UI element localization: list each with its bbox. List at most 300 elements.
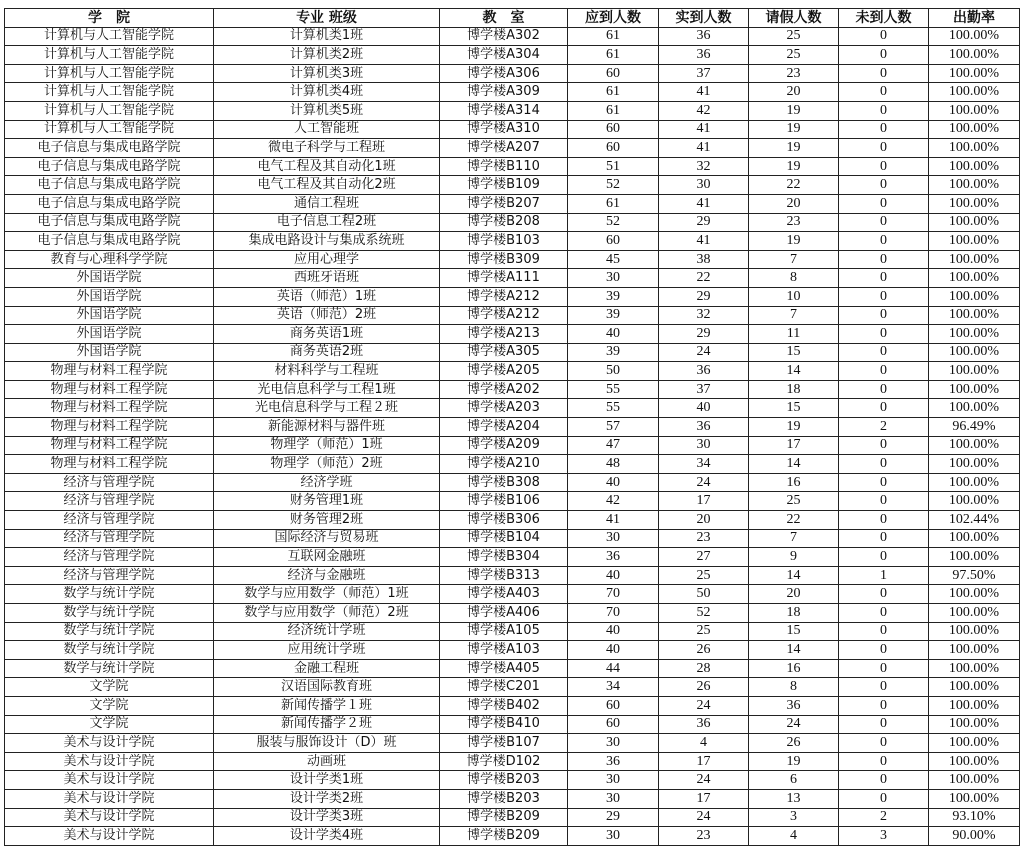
cell-classroom: 博学楼A406 bbox=[440, 604, 568, 623]
cell-classroom: 博学楼B308 bbox=[440, 473, 568, 492]
cell-leave: 13 bbox=[749, 789, 839, 808]
cell-present: 32 bbox=[659, 306, 749, 325]
cell-expected: 39 bbox=[568, 287, 659, 306]
cell-classroom: 博学楼A310 bbox=[440, 120, 568, 139]
cell-present: 38 bbox=[659, 250, 749, 269]
cell-classroom: 博学楼B106 bbox=[440, 492, 568, 511]
cell-attendance-rate: 90.00% bbox=[929, 827, 1020, 846]
cell-expected: 41 bbox=[568, 511, 659, 530]
cell-absent: 0 bbox=[839, 492, 929, 511]
cell-major-class: 设计学类4班 bbox=[214, 827, 440, 846]
cell-college: 计算机与人工智能学院 bbox=[5, 120, 214, 139]
table-row bbox=[5, 548, 1020, 567]
cell-college: 经济与管理学院 bbox=[5, 548, 214, 567]
cell-attendance-rate: 100.00% bbox=[929, 455, 1020, 474]
cell-major-class: 金融工程班 bbox=[214, 659, 440, 678]
cell-classroom: 博学楼D102 bbox=[440, 752, 568, 771]
cell-expected: 36 bbox=[568, 548, 659, 567]
cell-expected: 44 bbox=[568, 659, 659, 678]
cell-absent: 0 bbox=[839, 157, 929, 176]
cell-college: 计算机与人工智能学院 bbox=[5, 101, 214, 120]
cell-attendance-rate: 100.00% bbox=[929, 696, 1020, 715]
cell-present: 29 bbox=[659, 213, 749, 232]
cell-major-class: 人工智能班 bbox=[214, 120, 440, 139]
cell-major-class: 计算机类1班 bbox=[214, 27, 440, 46]
table-row bbox=[5, 566, 1020, 585]
cell-college: 物理与材料工程学院 bbox=[5, 399, 214, 418]
table-row bbox=[5, 622, 1020, 641]
cell-leave: 10 bbox=[749, 287, 839, 306]
cell-expected: 30 bbox=[568, 529, 659, 548]
cell-college: 外国语学院 bbox=[5, 325, 214, 344]
cell-college: 计算机与人工智能学院 bbox=[5, 46, 214, 65]
cell-expected: 39 bbox=[568, 343, 659, 362]
cell-leave: 20 bbox=[749, 83, 839, 102]
cell-classroom: 博学楼A202 bbox=[440, 380, 568, 399]
cell-attendance-rate: 100.00% bbox=[929, 585, 1020, 604]
cell-expected: 60 bbox=[568, 139, 659, 158]
cell-major-class: 国际经济与贸易班 bbox=[214, 529, 440, 548]
cell-expected: 36 bbox=[568, 752, 659, 771]
cell-major-class: 光电信息科学与工程1班 bbox=[214, 380, 440, 399]
cell-absent: 0 bbox=[839, 436, 929, 455]
cell-college: 美术与设计学院 bbox=[5, 771, 214, 790]
cell-leave: 19 bbox=[749, 752, 839, 771]
cell-expected: 30 bbox=[568, 269, 659, 288]
cell-leave: 16 bbox=[749, 473, 839, 492]
cell-attendance-rate: 100.00% bbox=[929, 83, 1020, 102]
cell-college: 计算机与人工智能学院 bbox=[5, 83, 214, 102]
cell-leave: 14 bbox=[749, 566, 839, 585]
cell-leave: 22 bbox=[749, 176, 839, 195]
table-row bbox=[5, 325, 1020, 344]
cell-present: 36 bbox=[659, 715, 749, 734]
cell-attendance-rate: 100.00% bbox=[929, 771, 1020, 790]
cell-attendance-rate: 100.00% bbox=[929, 678, 1020, 697]
cell-leave: 6 bbox=[749, 771, 839, 790]
cell-attendance-rate: 97.50% bbox=[929, 566, 1020, 585]
cell-expected: 30 bbox=[568, 734, 659, 753]
table-row bbox=[5, 101, 1020, 120]
cell-absent: 0 bbox=[839, 27, 929, 46]
table-row bbox=[5, 696, 1020, 715]
cell-attendance-rate: 93.10% bbox=[929, 808, 1020, 827]
cell-attendance-rate: 100.00% bbox=[929, 325, 1020, 344]
cell-present: 24 bbox=[659, 808, 749, 827]
cell-absent: 0 bbox=[839, 64, 929, 83]
cell-attendance-rate: 100.00% bbox=[929, 139, 1020, 158]
cell-leave: 25 bbox=[749, 46, 839, 65]
cell-present: 24 bbox=[659, 473, 749, 492]
cell-college: 文学院 bbox=[5, 678, 214, 697]
cell-absent: 0 bbox=[839, 789, 929, 808]
cell-major-class: 设计学类1班 bbox=[214, 771, 440, 790]
cell-major-class: 西班牙语班 bbox=[214, 269, 440, 288]
cell-leave: 25 bbox=[749, 492, 839, 511]
cell-major-class: 互联网金融班 bbox=[214, 548, 440, 567]
cell-present: 17 bbox=[659, 492, 749, 511]
cell-expected: 29 bbox=[568, 808, 659, 827]
cell-present: 30 bbox=[659, 176, 749, 195]
cell-attendance-rate: 100.00% bbox=[929, 380, 1020, 399]
cell-present: 23 bbox=[659, 529, 749, 548]
cell-classroom: 博学楼A207 bbox=[440, 139, 568, 158]
cell-college: 经济与管理学院 bbox=[5, 492, 214, 511]
cell-attendance-rate: 100.00% bbox=[929, 194, 1020, 213]
cell-attendance-rate: 100.00% bbox=[929, 752, 1020, 771]
cell-expected: 61 bbox=[568, 83, 659, 102]
cell-expected: 60 bbox=[568, 120, 659, 139]
cell-present: 50 bbox=[659, 585, 749, 604]
cell-classroom: 博学楼A210 bbox=[440, 455, 568, 474]
cell-attendance-rate: 100.00% bbox=[929, 157, 1020, 176]
cell-classroom: 博学楼B109 bbox=[440, 176, 568, 195]
cell-classroom: 博学楼A205 bbox=[440, 362, 568, 381]
cell-college: 计算机与人工智能学院 bbox=[5, 27, 214, 46]
cell-college: 电子信息与集成电路学院 bbox=[5, 213, 214, 232]
cell-classroom: 博学楼A302 bbox=[440, 27, 568, 46]
table-row bbox=[5, 139, 1020, 158]
cell-leave: 23 bbox=[749, 64, 839, 83]
cell-expected: 50 bbox=[568, 362, 659, 381]
cell-major-class: 物理学（师范）2班 bbox=[214, 455, 440, 474]
cell-expected: 57 bbox=[568, 418, 659, 437]
cell-absent: 0 bbox=[839, 46, 929, 65]
cell-present: 41 bbox=[659, 194, 749, 213]
cell-attendance-rate: 100.00% bbox=[929, 399, 1020, 418]
cell-leave: 19 bbox=[749, 418, 839, 437]
cell-major-class: 设计学类2班 bbox=[214, 789, 440, 808]
cell-college: 数学与统计学院 bbox=[5, 641, 214, 660]
cell-absent: 0 bbox=[839, 529, 929, 548]
table-row bbox=[5, 232, 1020, 251]
cell-absent: 0 bbox=[839, 287, 929, 306]
cell-college: 外国语学院 bbox=[5, 287, 214, 306]
cell-college: 物理与材料工程学院 bbox=[5, 380, 214, 399]
cell-attendance-rate: 100.00% bbox=[929, 789, 1020, 808]
cell-absent: 0 bbox=[839, 622, 929, 641]
cell-leave: 15 bbox=[749, 399, 839, 418]
cell-college: 经济与管理学院 bbox=[5, 566, 214, 585]
cell-present: 25 bbox=[659, 566, 749, 585]
cell-absent: 0 bbox=[839, 213, 929, 232]
cell-expected: 55 bbox=[568, 380, 659, 399]
cell-present: 52 bbox=[659, 604, 749, 623]
cell-expected: 39 bbox=[568, 306, 659, 325]
cell-absent: 0 bbox=[839, 399, 929, 418]
cell-major-class: 数学与应用数学（师范）1班 bbox=[214, 585, 440, 604]
cell-college: 物理与材料工程学院 bbox=[5, 362, 214, 381]
cell-attendance-rate: 100.00% bbox=[929, 604, 1020, 623]
cell-major-class: 新闻传播学２班 bbox=[214, 715, 440, 734]
table-row bbox=[5, 455, 1020, 474]
table-row bbox=[5, 604, 1020, 623]
cell-leave: 16 bbox=[749, 659, 839, 678]
cell-major-class: 电气工程及其自动化1班 bbox=[214, 157, 440, 176]
cell-attendance-rate: 100.00% bbox=[929, 659, 1020, 678]
cell-expected: 40 bbox=[568, 622, 659, 641]
cell-attendance-rate: 100.00% bbox=[929, 362, 1020, 381]
cell-college: 美术与设计学院 bbox=[5, 789, 214, 808]
cell-attendance-rate: 100.00% bbox=[929, 64, 1020, 83]
table-row bbox=[5, 771, 1020, 790]
cell-leave: 18 bbox=[749, 380, 839, 399]
cell-expected: 61 bbox=[568, 194, 659, 213]
cell-major-class: 物理学（师范）1班 bbox=[214, 436, 440, 455]
cell-leave: 8 bbox=[749, 678, 839, 697]
cell-college: 美术与设计学院 bbox=[5, 734, 214, 753]
cell-absent: 0 bbox=[839, 250, 929, 269]
cell-college: 物理与材料工程学院 bbox=[5, 455, 214, 474]
cell-major-class: 设计学类3班 bbox=[214, 808, 440, 827]
cell-classroom: 博学楼B209 bbox=[440, 808, 568, 827]
cell-present: 37 bbox=[659, 64, 749, 83]
table-row bbox=[5, 250, 1020, 269]
cell-leave: 14 bbox=[749, 362, 839, 381]
header-row bbox=[5, 9, 1020, 28]
cell-college: 经济与管理学院 bbox=[5, 529, 214, 548]
cell-absent: 0 bbox=[839, 139, 929, 158]
table-row bbox=[5, 752, 1020, 771]
cell-expected: 40 bbox=[568, 641, 659, 660]
cell-college: 经济与管理学院 bbox=[5, 511, 214, 530]
cell-classroom: 博学楼B309 bbox=[440, 250, 568, 269]
cell-major-class: 电气工程及其自动化2班 bbox=[214, 176, 440, 195]
cell-leave: 3 bbox=[749, 808, 839, 827]
table-row bbox=[5, 734, 1020, 753]
cell-college: 数学与统计学院 bbox=[5, 659, 214, 678]
cell-expected: 52 bbox=[568, 213, 659, 232]
cell-attendance-rate: 100.00% bbox=[929, 473, 1020, 492]
cell-classroom: 博学楼B410 bbox=[440, 715, 568, 734]
cell-major-class: 财务管理1班 bbox=[214, 492, 440, 511]
table-row bbox=[5, 529, 1020, 548]
table-row bbox=[5, 492, 1020, 511]
cell-college: 经济与管理学院 bbox=[5, 473, 214, 492]
cell-expected: 70 bbox=[568, 604, 659, 623]
cell-major-class: 新能源材料与器件班 bbox=[214, 418, 440, 437]
cell-expected: 60 bbox=[568, 232, 659, 251]
cell-leave: 19 bbox=[749, 139, 839, 158]
table-row bbox=[5, 306, 1020, 325]
cell-college: 外国语学院 bbox=[5, 306, 214, 325]
cell-leave: 17 bbox=[749, 436, 839, 455]
cell-classroom: 博学楼B306 bbox=[440, 511, 568, 530]
cell-major-class: 计算机类5班 bbox=[214, 101, 440, 120]
cell-attendance-rate: 100.00% bbox=[929, 492, 1020, 511]
cell-leave: 14 bbox=[749, 641, 839, 660]
cell-attendance-rate: 100.00% bbox=[929, 306, 1020, 325]
cell-classroom: 博学楼B207 bbox=[440, 194, 568, 213]
cell-major-class: 动画班 bbox=[214, 752, 440, 771]
cell-college: 数学与统计学院 bbox=[5, 585, 214, 604]
cell-absent: 0 bbox=[839, 232, 929, 251]
table-row bbox=[5, 789, 1020, 808]
cell-college: 美术与设计学院 bbox=[5, 752, 214, 771]
cell-present: 37 bbox=[659, 380, 749, 399]
cell-absent: 0 bbox=[839, 641, 929, 660]
cell-classroom: 博学楼B313 bbox=[440, 566, 568, 585]
header-college: 学 院 bbox=[5, 9, 214, 28]
cell-attendance-rate: 100.00% bbox=[929, 176, 1020, 195]
cell-absent: 0 bbox=[839, 101, 929, 120]
cell-major-class: 计算机类2班 bbox=[214, 46, 440, 65]
cell-leave: 26 bbox=[749, 734, 839, 753]
cell-expected: 40 bbox=[568, 566, 659, 585]
cell-present: 41 bbox=[659, 232, 749, 251]
cell-attendance-rate: 100.00% bbox=[929, 622, 1020, 641]
cell-college: 美术与设计学院 bbox=[5, 827, 214, 846]
cell-college: 外国语学院 bbox=[5, 269, 214, 288]
cell-present: 28 bbox=[659, 659, 749, 678]
cell-leave: 22 bbox=[749, 511, 839, 530]
table-row bbox=[5, 585, 1020, 604]
cell-expected: 60 bbox=[568, 696, 659, 715]
cell-classroom: 博学楼B104 bbox=[440, 529, 568, 548]
cell-leave: 19 bbox=[749, 157, 839, 176]
cell-major-class: 电子信息工程2班 bbox=[214, 213, 440, 232]
cell-absent: 0 bbox=[839, 604, 929, 623]
cell-college: 教育与心理科学学院 bbox=[5, 250, 214, 269]
cell-present: 34 bbox=[659, 455, 749, 474]
cell-major-class: 计算机类4班 bbox=[214, 83, 440, 102]
cell-present: 36 bbox=[659, 46, 749, 65]
cell-classroom: 博学楼B103 bbox=[440, 232, 568, 251]
cell-attendance-rate: 100.00% bbox=[929, 101, 1020, 120]
cell-major-class: 光电信息科学与工程２班 bbox=[214, 399, 440, 418]
cell-present: 29 bbox=[659, 325, 749, 344]
cell-leave: 20 bbox=[749, 585, 839, 604]
cell-expected: 61 bbox=[568, 46, 659, 65]
cell-attendance-rate: 100.00% bbox=[929, 343, 1020, 362]
table-row bbox=[5, 436, 1020, 455]
cell-absent: 3 bbox=[839, 827, 929, 846]
cell-attendance-rate: 100.00% bbox=[929, 120, 1020, 139]
cell-leave: 7 bbox=[749, 529, 839, 548]
cell-leave: 19 bbox=[749, 101, 839, 120]
cell-present: 24 bbox=[659, 771, 749, 790]
cell-college: 文学院 bbox=[5, 696, 214, 715]
table-row bbox=[5, 659, 1020, 678]
cell-classroom: 博学楼A103 bbox=[440, 641, 568, 660]
table-row bbox=[5, 827, 1020, 846]
cell-absent: 0 bbox=[839, 473, 929, 492]
cell-classroom: 博学楼B402 bbox=[440, 696, 568, 715]
cell-major-class: 汉语国际教育班 bbox=[214, 678, 440, 697]
cell-classroom: 博学楼A204 bbox=[440, 418, 568, 437]
cell-absent: 1 bbox=[839, 566, 929, 585]
cell-expected: 55 bbox=[568, 399, 659, 418]
cell-college: 电子信息与集成电路学院 bbox=[5, 194, 214, 213]
cell-classroom: 博学楼A213 bbox=[440, 325, 568, 344]
cell-absent: 0 bbox=[839, 380, 929, 399]
cell-absent: 0 bbox=[839, 269, 929, 288]
cell-college: 外国语学院 bbox=[5, 343, 214, 362]
cell-college: 物理与材料工程学院 bbox=[5, 436, 214, 455]
cell-classroom: 博学楼A309 bbox=[440, 83, 568, 102]
cell-classroom: 博学楼A405 bbox=[440, 659, 568, 678]
cell-absent: 0 bbox=[839, 678, 929, 697]
cell-major-class: 经济统计学班 bbox=[214, 622, 440, 641]
cell-expected: 45 bbox=[568, 250, 659, 269]
cell-major-class: 经济学班 bbox=[214, 473, 440, 492]
header-leave-count: 请假人数 bbox=[749, 9, 839, 28]
cell-college: 电子信息与集成电路学院 bbox=[5, 176, 214, 195]
cell-college: 电子信息与集成电路学院 bbox=[5, 157, 214, 176]
cell-expected: 70 bbox=[568, 585, 659, 604]
cell-present: 17 bbox=[659, 752, 749, 771]
cell-absent: 0 bbox=[839, 715, 929, 734]
cell-classroom: 博学楼B107 bbox=[440, 734, 568, 753]
cell-leave: 36 bbox=[749, 696, 839, 715]
cell-major-class: 应用统计学班 bbox=[214, 641, 440, 660]
table-row bbox=[5, 83, 1020, 102]
cell-present: 36 bbox=[659, 418, 749, 437]
cell-present: 41 bbox=[659, 139, 749, 158]
cell-leave: 9 bbox=[749, 548, 839, 567]
cell-attendance-rate: 100.00% bbox=[929, 232, 1020, 251]
table-row bbox=[5, 46, 1020, 65]
cell-college: 文学院 bbox=[5, 715, 214, 734]
table-row bbox=[5, 418, 1020, 437]
attendance-table bbox=[4, 8, 1020, 846]
cell-expected: 52 bbox=[568, 176, 659, 195]
cell-absent: 0 bbox=[839, 325, 929, 344]
cell-leave: 23 bbox=[749, 213, 839, 232]
cell-absent: 0 bbox=[839, 734, 929, 753]
cell-absent: 0 bbox=[839, 585, 929, 604]
table-row bbox=[5, 157, 1020, 176]
cell-major-class: 新闻传播学１班 bbox=[214, 696, 440, 715]
cell-major-class: 英语（师范）1班 bbox=[214, 287, 440, 306]
header-present-count: 实到人数 bbox=[659, 9, 749, 28]
cell-absent: 0 bbox=[839, 455, 929, 474]
cell-major-class: 数学与应用数学（师范）2班 bbox=[214, 604, 440, 623]
header-absent-count: 未到人数 bbox=[839, 9, 929, 28]
cell-attendance-rate: 102.44% bbox=[929, 511, 1020, 530]
cell-major-class: 财务管理2班 bbox=[214, 511, 440, 530]
cell-attendance-rate: 100.00% bbox=[929, 287, 1020, 306]
cell-classroom: 博学楼C201 bbox=[440, 678, 568, 697]
cell-leave: 7 bbox=[749, 306, 839, 325]
cell-attendance-rate: 100.00% bbox=[929, 734, 1020, 753]
cell-classroom: 博学楼A203 bbox=[440, 399, 568, 418]
cell-present: 20 bbox=[659, 511, 749, 530]
cell-college: 数学与统计学院 bbox=[5, 604, 214, 623]
cell-classroom: 博学楼A212 bbox=[440, 287, 568, 306]
cell-present: 40 bbox=[659, 399, 749, 418]
cell-attendance-rate: 100.00% bbox=[929, 548, 1020, 567]
cell-present: 36 bbox=[659, 27, 749, 46]
cell-present: 41 bbox=[659, 120, 749, 139]
cell-major-class: 集成电路设计与集成系统班 bbox=[214, 232, 440, 251]
table-row bbox=[5, 715, 1020, 734]
cell-present: 29 bbox=[659, 287, 749, 306]
table-row bbox=[5, 64, 1020, 83]
cell-absent: 0 bbox=[839, 194, 929, 213]
cell-expected: 60 bbox=[568, 64, 659, 83]
cell-expected: 30 bbox=[568, 789, 659, 808]
cell-absent: 0 bbox=[839, 362, 929, 381]
cell-attendance-rate: 100.00% bbox=[929, 715, 1020, 734]
cell-leave: 19 bbox=[749, 232, 839, 251]
cell-major-class: 经济与金融班 bbox=[214, 566, 440, 585]
cell-major-class: 通信工程班 bbox=[214, 194, 440, 213]
cell-leave: 8 bbox=[749, 269, 839, 288]
cell-classroom: 博学楼B110 bbox=[440, 157, 568, 176]
cell-attendance-rate: 100.00% bbox=[929, 250, 1020, 269]
cell-major-class: 材料科学与工程班 bbox=[214, 362, 440, 381]
